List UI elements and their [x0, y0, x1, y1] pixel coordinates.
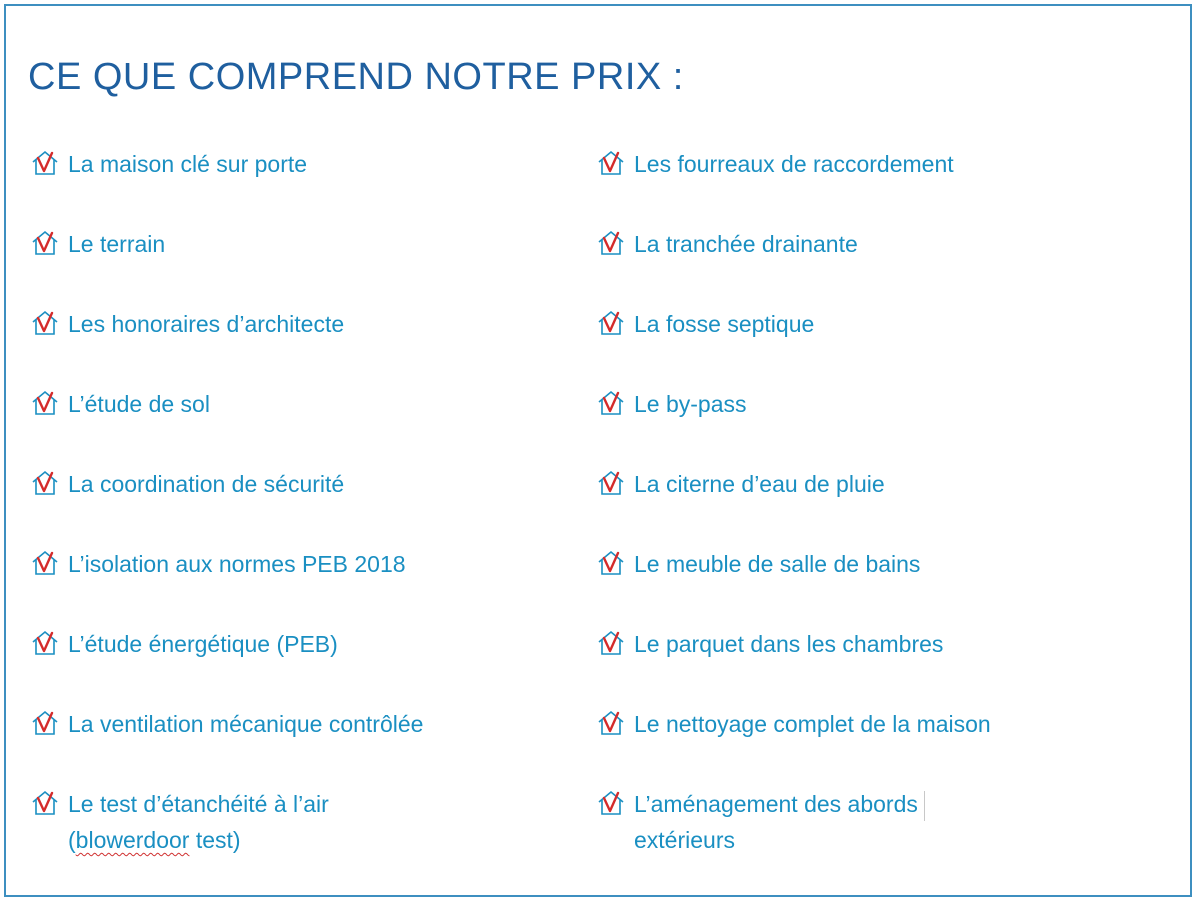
list-item-label: Le by-pass: [634, 391, 747, 417]
house-check-icon: [596, 469, 626, 497]
house-check-icon: [30, 789, 60, 817]
list-item-label: Le nettoyage complet de la maison: [634, 711, 991, 737]
list-item: [30, 786, 329, 858]
list-item: [30, 546, 406, 582]
list-item: [30, 146, 307, 182]
list-item-line-1: L’aménagement des abords: [634, 791, 918, 817]
list-item: [596, 626, 943, 662]
house-check-icon: [30, 629, 60, 657]
list-item-label: [68, 786, 329, 858]
list-item: [596, 146, 954, 182]
text-cursor: [924, 791, 925, 821]
list-item: [596, 466, 885, 502]
list-item-label: La citerne d’eau de pluie: [634, 471, 885, 497]
house-check-icon: [596, 309, 626, 337]
list-item: [30, 466, 344, 502]
list-item-label: La tranchée drainante: [634, 231, 858, 257]
list-item: [30, 306, 344, 342]
house-check-icon: [596, 549, 626, 577]
list-item-label: L’isolation aux normes PEB 2018: [68, 551, 406, 577]
list-item: [30, 626, 338, 662]
list-item: [30, 386, 210, 422]
list-item-label: L’étude de sol: [68, 391, 210, 417]
house-check-icon: [30, 469, 60, 497]
house-check-icon: [30, 389, 60, 417]
spellcheck-word: blowerdoor: [75, 827, 190, 853]
list-item-line-2-open: (: [68, 827, 76, 853]
house-check-icon: [596, 789, 626, 817]
page-title: CE QUE COMPREND NOTRE PRIX :: [28, 56, 684, 98]
list-item-label: La maison clé sur porte: [68, 151, 308, 177]
list-item-line-2: extérieurs: [634, 827, 735, 853]
list-item-label: La fosse septique: [634, 311, 815, 337]
list-item: [596, 706, 991, 742]
list-item-label: Les honoraires d’architecte: [68, 311, 345, 337]
list-item-label: L’étude énergétique (PEB): [68, 631, 338, 657]
price-inclusions-panel: [4, 4, 1192, 897]
list-item: [30, 706, 423, 742]
house-check-icon: [30, 229, 60, 257]
list-item-label: Le meuble de salle de bains: [634, 551, 921, 577]
list-item: [596, 546, 920, 582]
house-check-icon: [596, 629, 626, 657]
list-item: [30, 226, 165, 262]
list-item: [596, 786, 925, 858]
list-item-label: Le parquet dans les chambres: [634, 631, 944, 657]
list-item-line-2-rest: test): [189, 827, 241, 853]
list-item: [596, 386, 747, 422]
list-item-label: Le terrain: [68, 231, 166, 257]
house-check-icon: [30, 309, 60, 337]
house-check-icon: [30, 149, 60, 177]
list-item-label: [634, 786, 925, 858]
list-item: [596, 306, 814, 342]
house-check-icon: [596, 389, 626, 417]
list-item-label: La ventilation mécanique contrôlée: [68, 711, 424, 737]
list-item: [596, 226, 858, 262]
list-item-line-1: Le test d’étanchéité à l’air: [68, 791, 329, 817]
list-item-label: La coordination de sécurité: [68, 471, 345, 497]
house-check-icon: [30, 549, 60, 577]
house-check-icon: [30, 709, 60, 737]
house-check-icon: [596, 229, 626, 257]
house-check-icon: [596, 149, 626, 177]
house-check-icon: [596, 709, 626, 737]
list-item-label: Les fourreaux de raccordement: [634, 151, 954, 177]
